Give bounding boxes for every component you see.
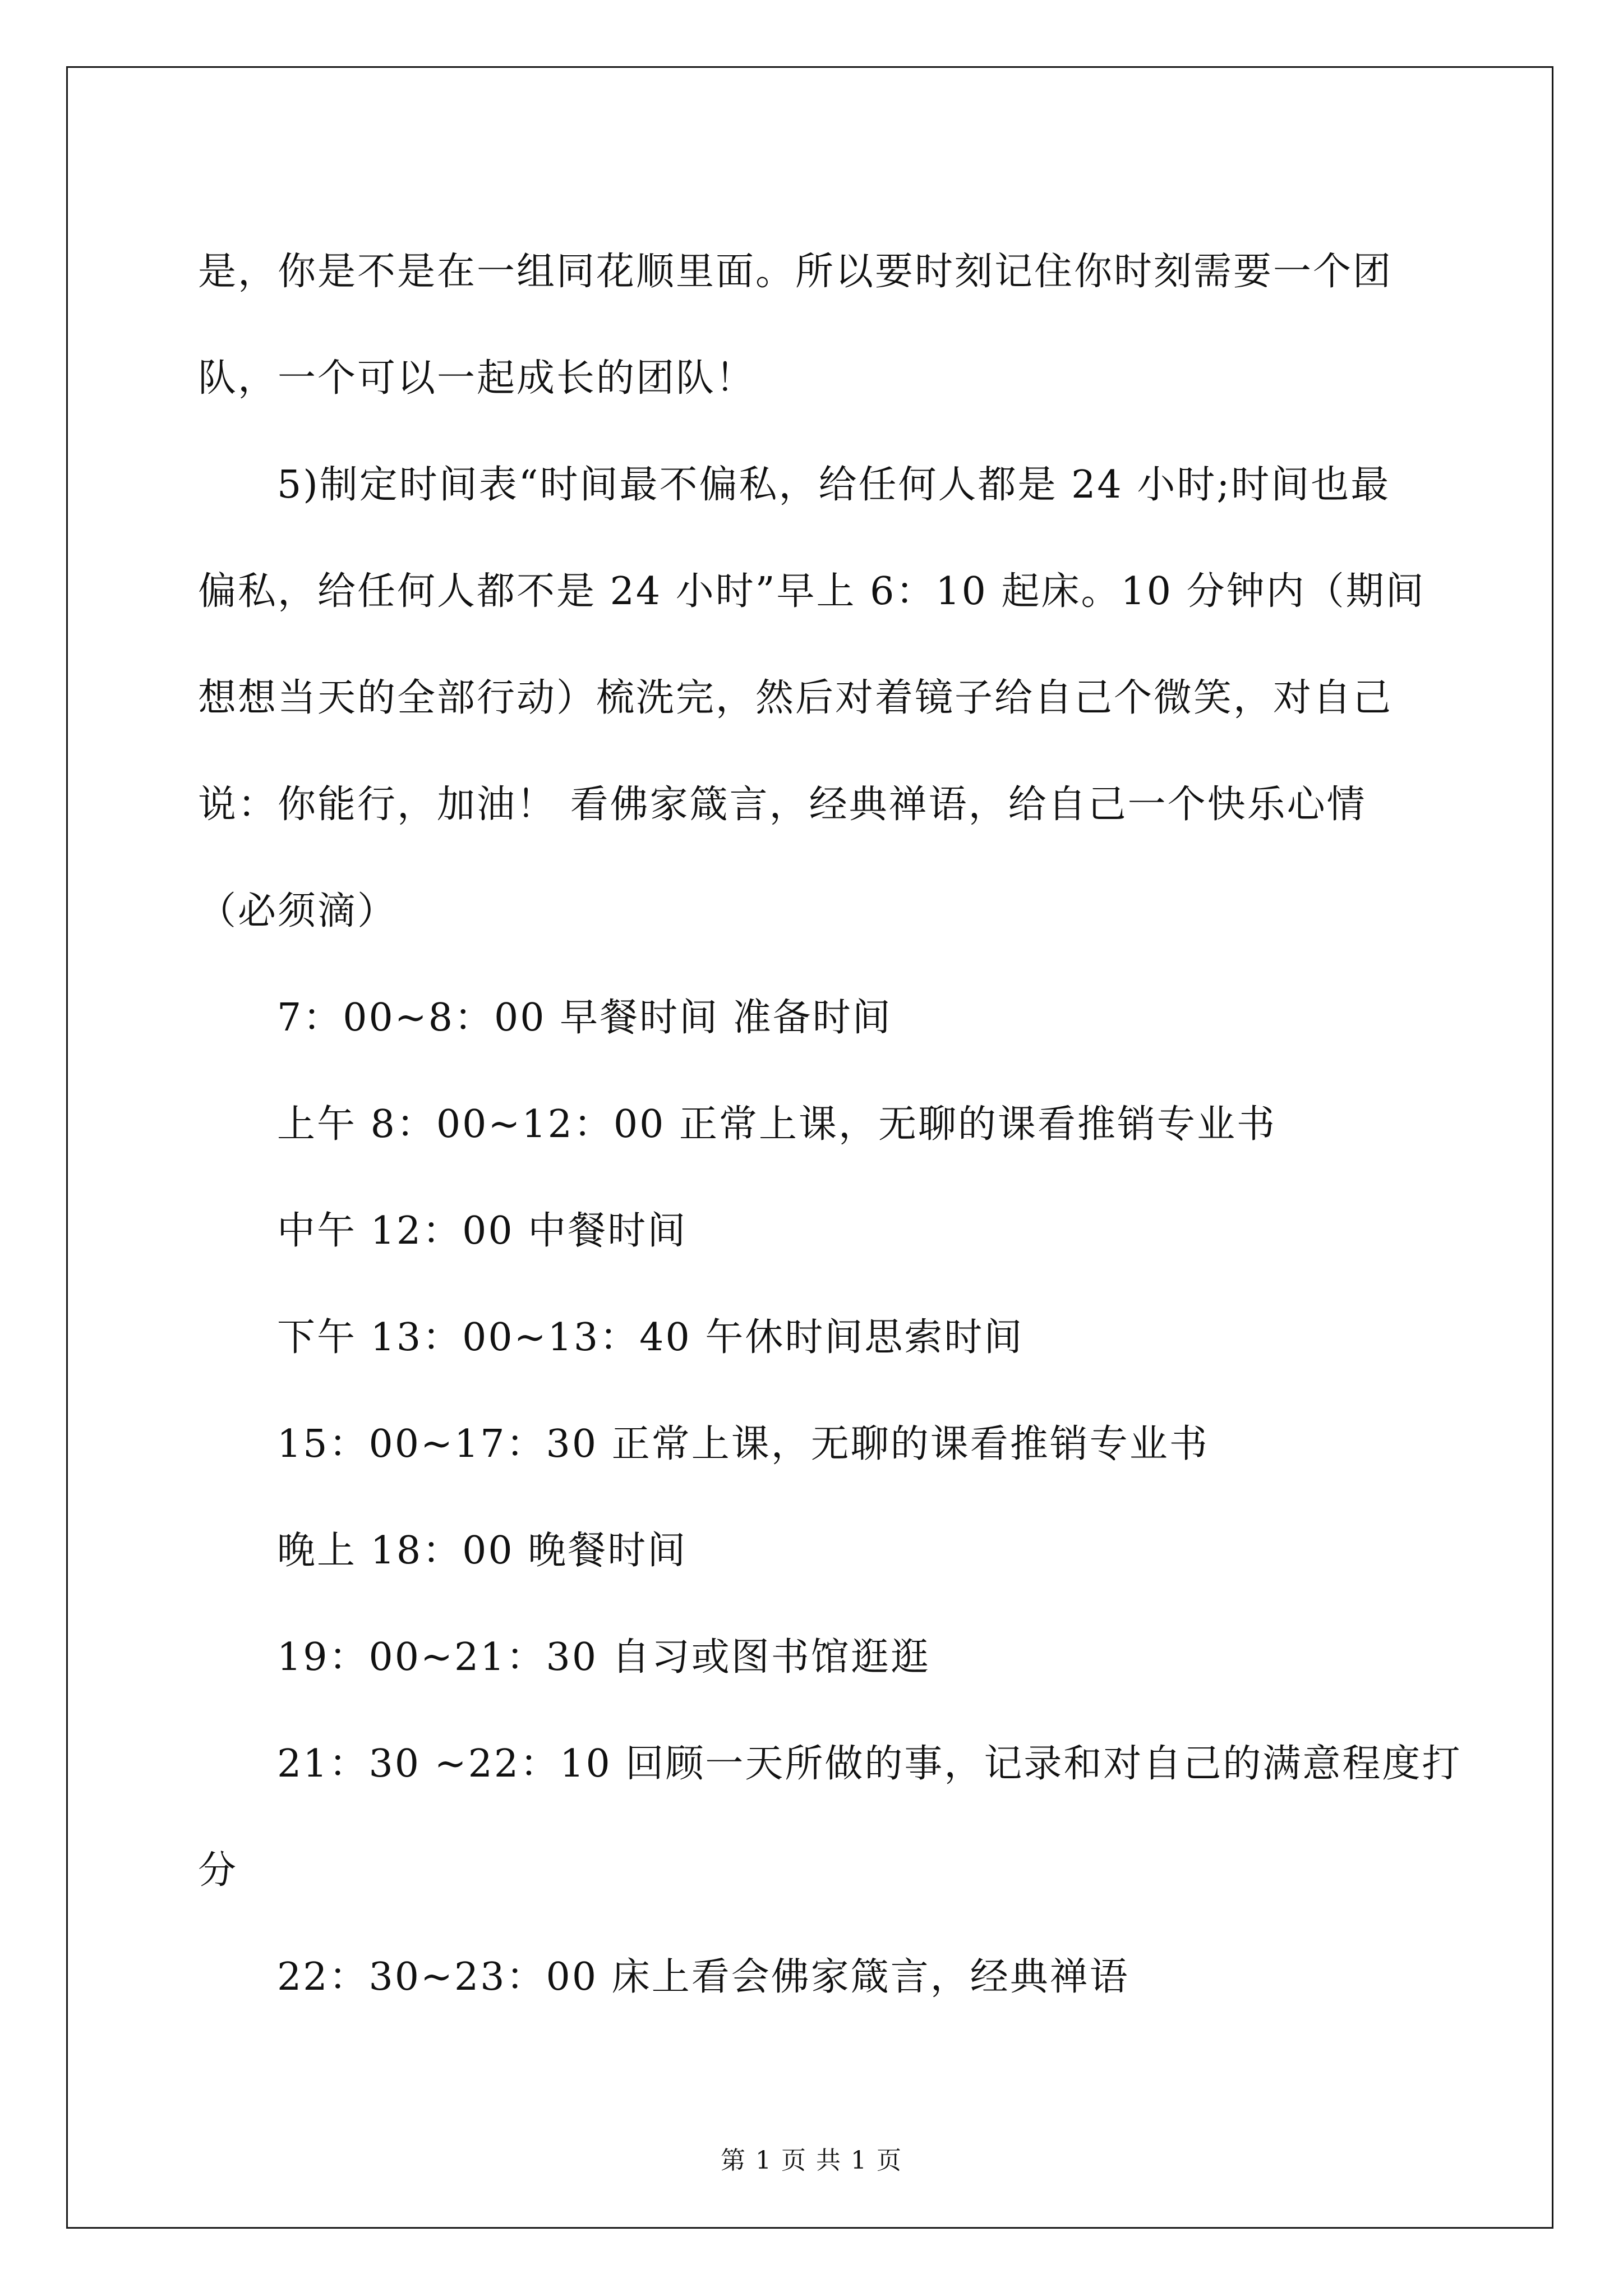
text-line: 偏私，给任何人都不是 24 小时”早上 6：10 起床。10 分钟内（期间: [198, 569, 1426, 614]
page-footer: 第 1 页 共 1 页: [721, 2146, 902, 2175]
schedule-line: 21：30 ~22：10 回顾一天所做的事，记录和对自己的满意程度打: [277, 1742, 1462, 1786]
text-line: 说：你能行，加油！ 看佛家箴言，经典禅语，给自己一个快乐心情: [198, 783, 1367, 827]
schedule-line: 19：00~21：30 自习或图书馆逛逛: [277, 1635, 930, 1680]
schedule-line: 7：00~8：00 早餐时间 准备时间: [277, 996, 892, 1040]
schedule-line: 22：30~23：00 床上看会佛家箴言，经典禅语: [277, 1955, 1129, 1999]
text-line: 5)制定时间表“时间最不偏私，给任何人都是 24 小时;时间也最: [277, 463, 1391, 507]
text-line: 想想当天的全部行动）梳洗完，然后对着镜子给自己个微笑，对自己: [198, 676, 1393, 720]
text-line: 队，一个可以一起成长的团队！: [198, 356, 756, 401]
schedule-line: 分: [198, 1848, 238, 1893]
schedule-line: 晚上 18：00 晚餐时间: [277, 1529, 688, 1573]
schedule-line: 上午 8：00~12：00 正常上课，无聊的课看推销专业书: [277, 1102, 1277, 1147]
schedule-line: 中午 12：00 中餐时间: [277, 1209, 688, 1253]
text-line: （必须滴）: [198, 889, 398, 933]
text-line: 是，你是不是在一组同花顺里面。所以要时刻记住你时刻需要一个团: [198, 250, 1393, 294]
schedule-line: 下午 13：00~13：40 午休时间思索时间: [277, 1315, 1024, 1360]
document-body: [198, 219, 1462, 2031]
schedule-line: 15：00~17：30 正常上课，无聊的课看推销专业书: [277, 1422, 1209, 1466]
